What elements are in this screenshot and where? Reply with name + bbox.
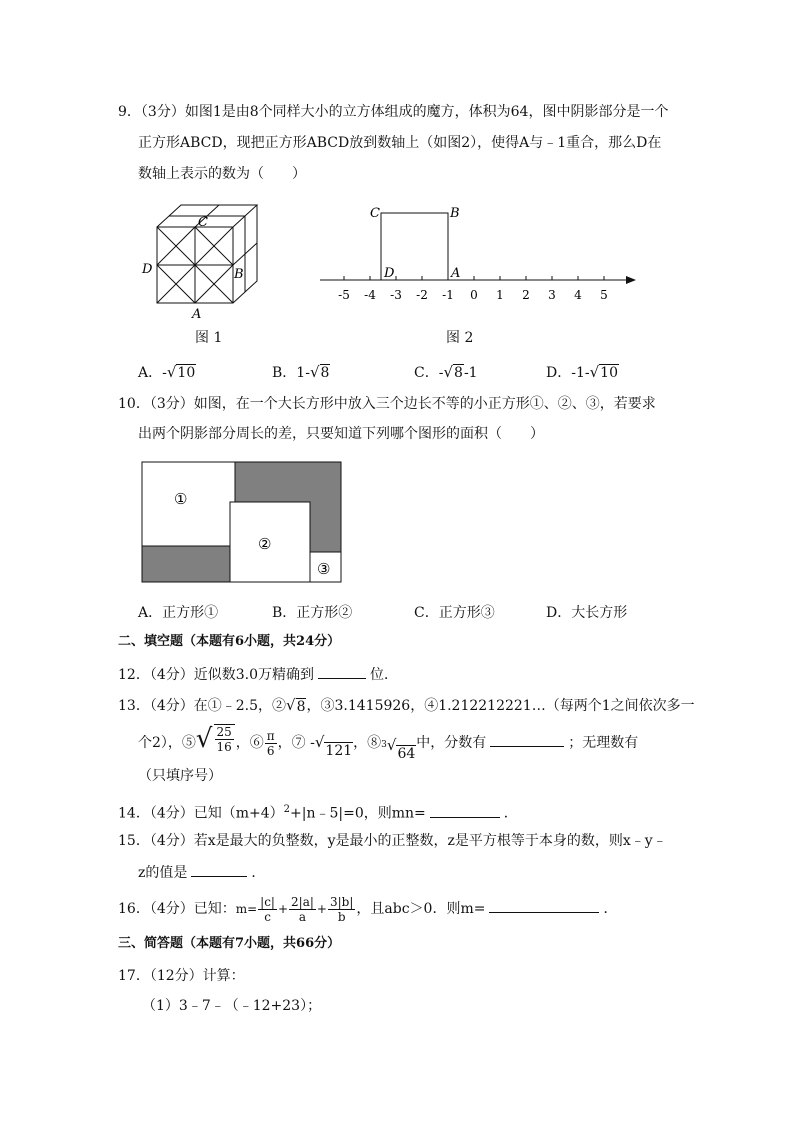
tick-label: 3: [548, 288, 556, 302]
q10-option-c[interactable]: C．正方形③: [414, 605, 495, 621]
fig1-caption: 图 1: [195, 330, 223, 346]
fig1-label-a: A: [192, 307, 202, 322]
q9-line2: 正方形ABCD，现把正方形ABCD放到数轴上（如图2），使得A与﹣1重合，那么D在: [138, 135, 662, 151]
q9-option-a[interactable]: A．- √ 10: [138, 363, 196, 381]
q12: 12．（4分）近似数3.0万精确到 位．: [118, 664, 398, 685]
q13-line3: （只填序号）: [138, 768, 222, 784]
q9-line1: 9．（3分）如图1是由8个同样大小的立方体组成的魔方，体积为64，图中阴影部分是一个: [118, 104, 669, 120]
tick-label: -2: [416, 288, 428, 302]
shaded-region-bottom-left: [142, 546, 230, 582]
q9-option-c[interactable]: C．- √ 8 -1: [414, 363, 478, 381]
q10-option-d[interactable]: D．大长方形: [546, 605, 628, 621]
q17-part1: （1）3﹣7﹣（﹣12+23）；: [142, 998, 322, 1014]
tick-label: -5: [338, 288, 350, 302]
fig2-label-c: C: [370, 206, 380, 221]
q17-title: 17．（12分）计算：: [118, 968, 245, 984]
tick-label: 1: [496, 288, 504, 302]
tick-label: -4: [364, 288, 376, 302]
q10-option-b[interactable]: B．正方形②: [272, 605, 353, 621]
q15-blank[interactable]: [191, 862, 247, 877]
fig2-label-d: D: [384, 266, 395, 281]
section2-heading: 二、填空题（本题有6小题，共24分）: [118, 634, 341, 649]
tick-label: 5: [600, 288, 608, 302]
q9-option-d[interactable]: D．-1- √ 10: [546, 363, 618, 381]
square-3-label: ③: [317, 560, 331, 578]
q13-blank-fractions[interactable]: [490, 732, 564, 747]
section3-heading: 三、简答题（本题有7小题，共66分）: [118, 936, 341, 951]
tick-label: 4: [574, 288, 582, 302]
fig1-label-b: B: [234, 267, 244, 282]
q9-option-b[interactable]: B．1- √ 8: [272, 363, 330, 381]
tick-label: -3: [390, 288, 402, 302]
q12-blank[interactable]: [318, 664, 366, 679]
fig1-label-c: C: [198, 215, 208, 230]
q9-figure2: [310, 198, 640, 308]
square-1-label: ①: [174, 490, 188, 508]
q10-line1: 10．（3分）如图，在一个大长方形中放入三个边长不等的小正方形①、②、③，若要求: [118, 396, 656, 412]
q9-line3: 数轴上表示的数为（ ）: [138, 166, 306, 182]
tick-label: -1: [442, 288, 454, 302]
q9-figure1: [135, 195, 275, 325]
q16-blank[interactable]: [489, 898, 599, 913]
q14: 14．（4分）已知$(m+4)^2+|n﹣5|=0$，则mn= ．: [118, 804, 518, 822]
q13-line2: 个2），⑤ √ $\frac{25}{16}$ ，⑥ $\frac{\pi}{6}$ ，⑦ - √ 121 ，⑧ 3 √ 64 中，分数有 ；无理数有: [138, 724, 639, 762]
q13-line1: 13．（4分）在①﹣2.5，② √ 8 ，③3.1415926，④1.212212221…（每两个1之间依次多一: [118, 696, 695, 715]
q10-line2: 出两个阴影部分周长的差，只要知道下列哪个图形的面积（ ）: [138, 426, 544, 442]
q10-figure: [140, 460, 346, 586]
fig2-caption: 图 2: [446, 330, 474, 346]
square-2-label: ②: [258, 535, 272, 553]
q15-line2: z的值是 ．: [138, 862, 265, 883]
q15-line1: 15．（4分）若x是最大的负整数，y是最小的正整数，z是平方根等于本身的数，则x﹣y﹣: [118, 833, 667, 849]
fig2-label-a: A: [451, 266, 461, 281]
q14-blank[interactable]: [430, 803, 500, 818]
fig2-label-b: B: [450, 206, 460, 221]
tick-label: 2: [522, 288, 530, 302]
tick-label: 0: [470, 288, 478, 302]
q10-option-a[interactable]: A．正方形①: [138, 605, 219, 621]
square-1: [142, 462, 235, 546]
fig1-label-d: D: [142, 262, 153, 277]
q16: 16．（4分）已知：m= $\frac{|c|}{c}$ + $\frac{2|a|}{a}$ + $\frac{3|b|}{b}$ ，且abc＞0．则m= ．: [118, 894, 618, 924]
